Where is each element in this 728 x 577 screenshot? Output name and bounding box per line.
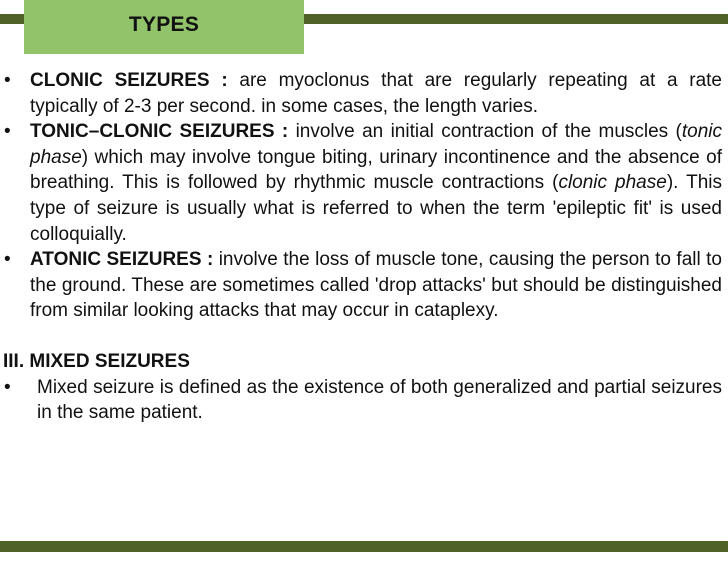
bullet-italic-term: clonic phase xyxy=(558,172,667,194)
bullet-mixed xyxy=(0,375,722,426)
bullet-text: ). This type of seizure is usually what is referred to when the term 'epileptic fit' is used colloquially. xyxy=(30,172,723,245)
bullet-mark: • xyxy=(4,376,11,398)
bullet-heading: CLONIC SEIZURES : xyxy=(30,70,240,91)
bullet-mark: • xyxy=(4,249,11,271)
slide-title: TYPES xyxy=(128,13,200,36)
title-box xyxy=(24,0,304,54)
bullet-mark: • xyxy=(4,70,11,91)
bullet-clonic xyxy=(0,68,722,119)
bullet-text: ) which may involve tongue biting, urinary incontinence and the absence of breathing. This is followed by rhythmic muscle contractions ( xyxy=(30,146,722,194)
bullet-heading: TONIC–CLONIC SEIZURES : xyxy=(30,121,296,143)
bullet-text: Mixed seizure is defined as the existence of both generalized and partial seizures in the same patient. xyxy=(37,376,722,424)
bullet-italic-term: tonic phase xyxy=(30,121,722,168)
bullet-text: are myoclonus that are regularly repeating at a rate typically of 2-3 per second. in some cases, the length varies. xyxy=(30,70,723,117)
bullet-text: involve an initial contraction of the muscles ( xyxy=(295,121,682,143)
bullet-tonic-clonic xyxy=(0,119,722,247)
slide-content xyxy=(0,68,722,426)
section-heading: III. MIXED SEIZURES xyxy=(3,350,190,372)
bullet-text: involve the loss of muscle tone, causing the person to fall to the ground. These are sometimes called 'drop attacks' but should be distinguished from similar looking attacks that may occur in cataplexy. xyxy=(30,249,722,322)
bottom-divider-bar xyxy=(0,541,728,552)
bullet-atonic xyxy=(0,247,722,324)
bullet-heading: ATONIC SEIZURES : xyxy=(30,249,219,271)
bullet-mark: • xyxy=(4,121,11,143)
